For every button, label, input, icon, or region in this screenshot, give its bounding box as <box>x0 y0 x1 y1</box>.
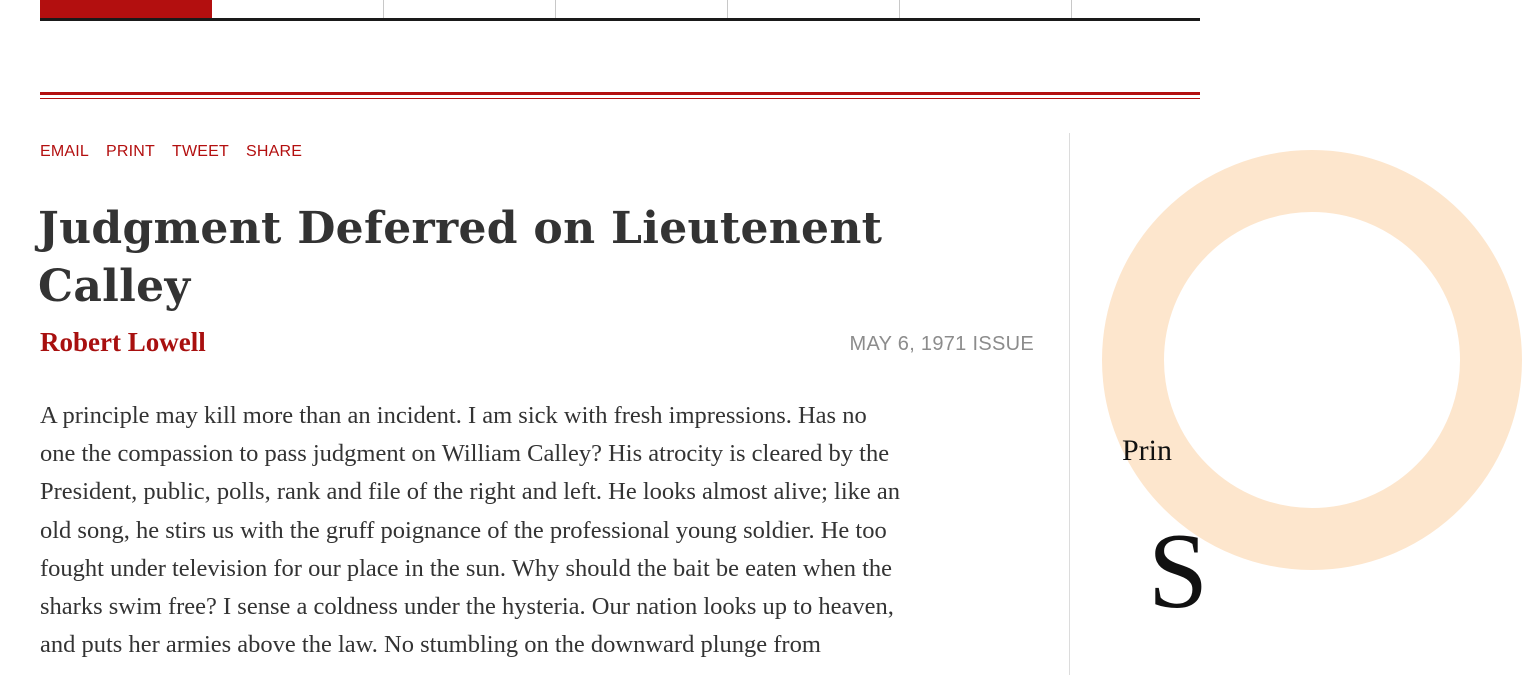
issue-date: MAY 6, 1971 ISSUE <box>849 333 1034 355</box>
top-navigation <box>40 0 1200 18</box>
share-link[interactable]: SHARE <box>246 143 303 160</box>
body-line: one the compassion to pass judgment on William Calley? His atrocity is cleared by the <box>40 440 890 468</box>
tweet-link[interactable]: TWEET <box>172 143 230 160</box>
nav-item[interactable] <box>900 0 1072 18</box>
email-link[interactable]: EMAIL <box>40 143 90 160</box>
ad-graphic[interactable] <box>1102 150 1522 570</box>
article-title: Judgment Deferred on Lieutenent Calley <box>38 203 883 312</box>
nav-divider <box>40 18 1200 21</box>
article-body <box>40 397 1040 664</box>
nav-item[interactable] <box>1072 0 1196 18</box>
nav-item[interactable] <box>728 0 900 18</box>
header-rule <box>40 92 1200 95</box>
body-line: President, public, polls, rank and file of the right and left. He looks almost alive; like an <box>40 478 901 506</box>
sidebar-divider <box>1069 133 1070 675</box>
nav-item[interactable] <box>556 0 728 18</box>
body-line: A principle may kill more than an incident. I am sick with fresh impressions. Has no <box>40 402 867 429</box>
ad-text[interactable]: Prin <box>1122 434 1173 467</box>
body-line: old song, he stirs us with the gruff poignance of the professional young soldier. He too <box>40 516 887 544</box>
nav-item[interactable] <box>212 0 384 18</box>
body-line: fought under television for our place in the sun. Why should the bait be eaten when the <box>40 554 893 582</box>
ad-large-letter[interactable]: S <box>1148 512 1209 631</box>
nav-item-active[interactable] <box>40 0 212 18</box>
header-rule-thin <box>40 98 1200 99</box>
print-link[interactable]: PRINT <box>106 143 156 160</box>
author-link[interactable]: Robert Lowell <box>40 327 206 357</box>
nav-item[interactable] <box>384 0 556 18</box>
body-line: sharks swim free? I sense a coldness under the hysteria. Our nation looks up to heaven, <box>40 593 894 621</box>
body-line: and puts her armies above the law. No stumbling on the downward plunge from <box>40 631 821 659</box>
share-tools <box>40 143 302 161</box>
